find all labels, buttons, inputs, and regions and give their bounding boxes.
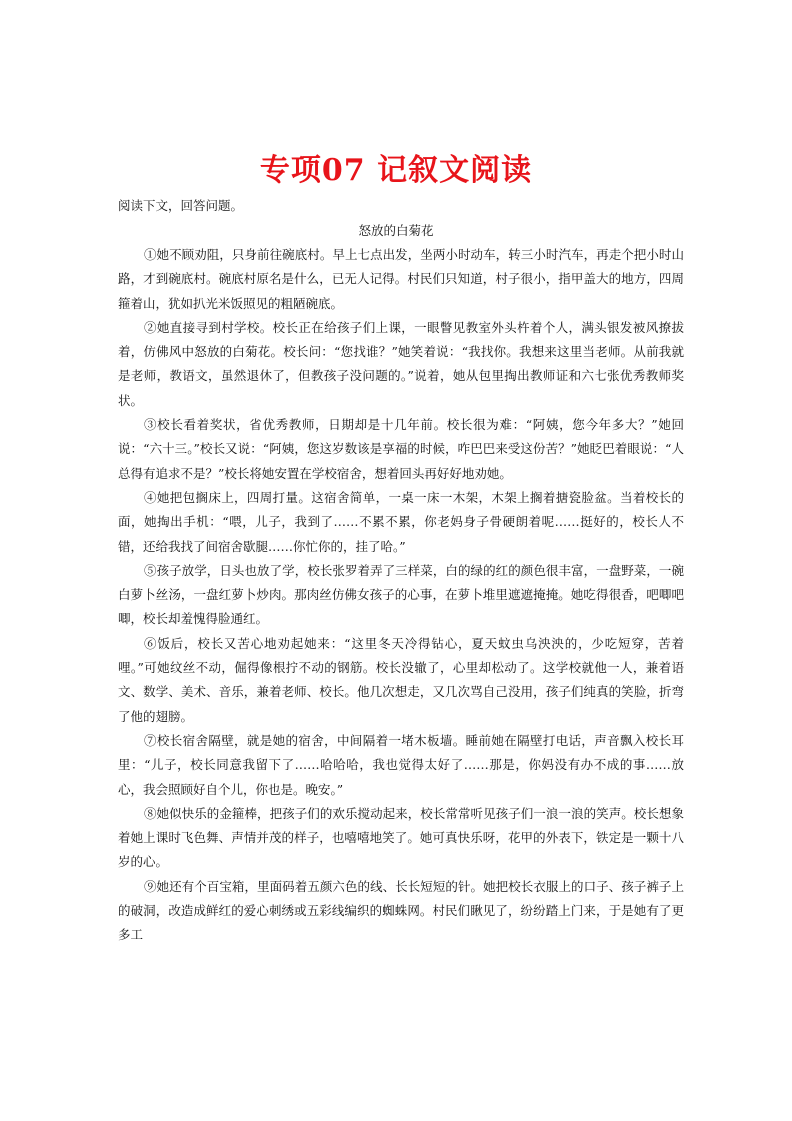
article-body bbox=[118, 243, 684, 948]
paragraph: ⑦校长宿舍隔壁，就是她的宿舍，中间隔着一堵木板墙。睡前她在隔壁打电话，声音飘入校长耳里：“儿子，校长同意我留下了……哈哈哈，我也觉得太好了……那是，你妈没有办不成的事……放心，我会照顾好自个儿，你也是。晚安。” bbox=[118, 732, 684, 797]
paragraph: ⑥饭后，校长又苦心地劝起她来：“这里冬天冷得钻心，夏天蚊虫乌泱泱的，少吃短穿，苦着哩。”可她纹丝不动，倔得像根拧不动的钢筋。校长没辙了，心里却松动了。这学校就他一人，兼着语文、数学、美术、音乐，兼着老师、校长。他几次想走，又几次骂自己没用，孩子们纯真的笑脸，折弯了他的翅膀。 bbox=[118, 635, 684, 724]
paragraph: ①她不顾劝阻，只身前往碗底村。早上七点出发，坐两小时动车，转三小时汽车，再走个把小时山路，才到碗底村。碗底村原名是什么，已无人记得。村民们只知道，村子很小，指甲盖大的地方，四周箍着山，犹如扒光米饭照见的粗陋碗底。 bbox=[118, 247, 684, 311]
paragraph: ⑧她似快乐的金箍棒，把孩子们的欢乐搅动起来，校长常常听见孩子们一浪一浪的笑声。校长想象着她上课时飞色舞、声情并茂的样子，也嘻嘻地笑了。她可真快乐呀，花甲的外表下，铁定是一颗十八岁的心。 bbox=[118, 805, 684, 870]
paragraph: ④她把包搁床上，四周打量。这宿舍简单，一桌一床一木架，木架上搁着搪瓷脸盆。当着校长的面，她掏出手机：“喂，儿子，我到了……不累不累，你老妈身子骨硬朗着呢……挺好的，校长人不错，还给我找了间宿舍歇腿……你忙你的，挂了哈。” bbox=[118, 489, 684, 554]
page-title: 专项07 记叙文阅读 bbox=[259, 153, 533, 188]
paragraph: ⑤孩子放学，日头也放了学，校长张罗着弄了三样菜，白的绿的红的颜色很丰富，一盘野菜，一碗白萝卜丝汤，一盘红萝卜炒肉。那肉丝仿佛女孩子的心事，在萝卜堆里遮遮掩掩。她吃得很香，吧唧吧唧，校长却羞愧得脸通红。 bbox=[118, 562, 684, 627]
article-title: 怒放的白菊花 bbox=[358, 223, 434, 238]
instruction-text: 阅读下文，回答问题。 bbox=[118, 198, 244, 213]
paragraph: ③校长看着奖状，省优秀教师，日期却是十几年前。校长很为难：“阿姨，您今年多大？”她回说：“六十三。”校长又说：“阿姨，您这岁数该是享福的时候，咋巴巴来受这份苦？”她眨巴着眼说：“人总得有追求不是？”校长将她安置在学校宿舍，想着回头再好好地劝她。 bbox=[118, 417, 684, 481]
paragraph: ⑨她还有个百宝箱，里面码着五颜六色的线、长长短短的针。她把校长衣服上的口子、孩子裤子上的破洞，改造成鲜红的爱心刺绣或五彩线编织的蜘蛛网。村民们瞅见了，纷纷踏上门来，于是她有了更多工 bbox=[118, 878, 684, 943]
paragraph: ②她直接寻到村学校。校长正在给孩子们上课，一眼瞥见教室外头杵着个人，满头银发被风撩拔着，仿佛风中怒放的白菊花。校长问：“您找谁？”她笑着说：“我找你。我想来这里当老师。从前我就是老师，教语文，虽然退休了，但教孩子没问题的。”说着，她从包里掏出教师证和六七张优秀教师奖状。 bbox=[118, 319, 684, 408]
